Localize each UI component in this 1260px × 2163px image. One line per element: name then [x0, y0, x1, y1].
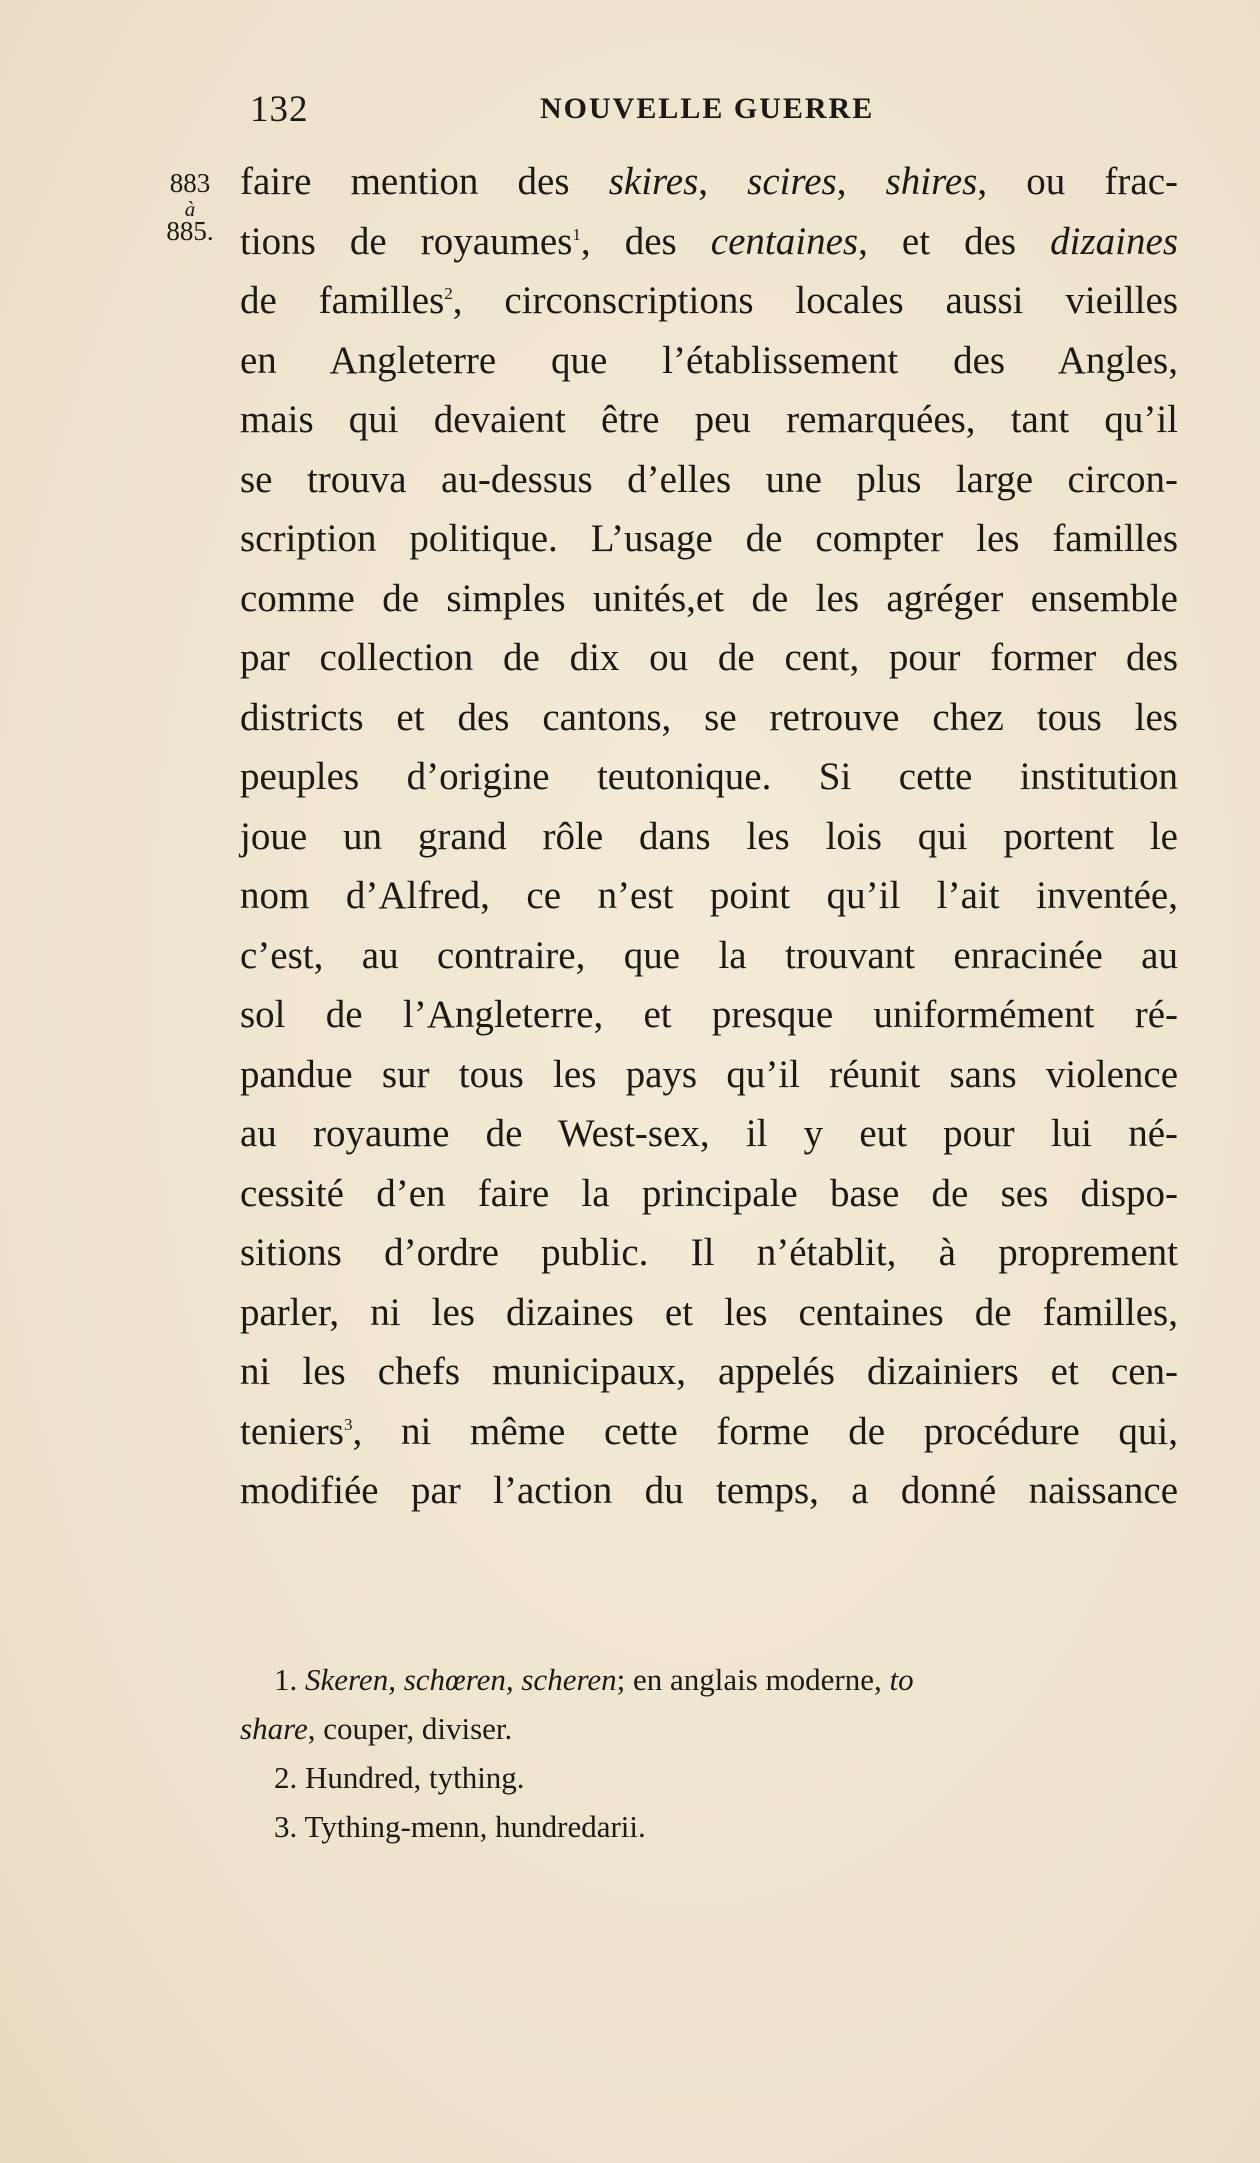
text-line: cessité d’en faire la principale base de ses dispo-: [240, 1171, 1178, 1215]
running-title: NOUVELLE GUERRE: [540, 92, 875, 125]
text-line: [240, 1402, 1178, 1462]
margin-date-end: 885.: [166, 216, 214, 246]
text-span: ,: [698, 160, 748, 203]
italic-term: Skeren, schœren, scheren: [305, 1662, 617, 1697]
text-span: Tything-menn, hundredarii.: [304, 1809, 646, 1844]
footnote-number: 2.: [274, 1760, 298, 1795]
text-span: , et des: [858, 219, 1051, 263]
text-line: en Angleterre que l’établissement des Angles,: [240, 338, 1178, 382]
italic-term: dizaines: [1050, 219, 1178, 263]
text-span: faire mention des: [240, 160, 609, 203]
text-span: , ou frac-: [977, 160, 1178, 203]
text-line: peuples d’origine teutonique. Si cette institution: [240, 755, 1178, 798]
footnotes: [240, 1655, 1178, 1851]
text-line: par collection de dix ou de cent, pour former des: [240, 636, 1178, 679]
text-line: [240, 271, 1178, 331]
footnote-ref: 3: [343, 1414, 353, 1434]
text-line: [240, 212, 1178, 272]
margin-date-separator: à: [184, 197, 196, 221]
text-line: modifiée par l’action du temps, a donné naissance: [240, 1469, 1178, 1512]
footnote-1: [240, 1655, 1178, 1704]
page-header: [240, 88, 1020, 128]
text-line: se trouva au-dessus d’elles une plus large circon-: [240, 457, 1178, 501]
text-line: c’est, au contraire, que la trouvant enracinée au: [240, 933, 1178, 977]
main-text: [240, 152, 1178, 1521]
text-line: comme de simples unités,et de les agréger ensemble: [240, 576, 1178, 620]
italic-term: skires: [608, 160, 699, 203]
text-span: , des: [580, 219, 711, 263]
text-line: sitions d’ordre public. Il n’établit, à proprement: [240, 1231, 1178, 1274]
text-span: ,: [836, 160, 886, 203]
text-line: [240, 152, 1178, 212]
italic-term: to: [889, 1662, 914, 1697]
text-line: districts et des cantons, se retrouve chez tous les: [240, 695, 1178, 739]
footnote-ref: 1: [572, 224, 581, 244]
footnote-number: 3.: [274, 1809, 298, 1844]
text-span: , couper, diviser.: [307, 1711, 513, 1746]
footnote-2: [240, 1753, 1178, 1802]
text-line: au royaume de West-sex, il y eut pour lui né-: [240, 1112, 1178, 1155]
text-span: tions de royaumes: [240, 219, 573, 263]
margin-date-note: [155, 170, 225, 245]
footnote-3: [240, 1802, 1178, 1851]
page-number: 132: [250, 89, 309, 130]
text-line: ni les chefs municipaux, appelés dizainiers et cen-: [240, 1350, 1178, 1393]
footnote-ref: 2: [444, 284, 453, 303]
text-line: mais qui devaient être peu remarquées, tant qu’il: [240, 398, 1178, 441]
italic-term: scires: [747, 160, 837, 203]
text-span: , ni même cette forme de procédure qui,: [352, 1409, 1178, 1453]
footnote-1-continued: [240, 1704, 1178, 1753]
text-line: parler, ni les dizaines et les centaines de familles,: [240, 1290, 1178, 1334]
text-line: nom d’Alfred, ce n’est point qu’il l’ait inventée,: [240, 874, 1178, 917]
text-span: Hundred, tything.: [305, 1760, 525, 1795]
text-line: pandue sur tous les pays qu’il réunit sans violence: [240, 1052, 1178, 1096]
text-span: ; en anglais moderne,: [616, 1662, 890, 1697]
italic-term: share: [240, 1711, 308, 1746]
text-span: teniers: [240, 1409, 344, 1453]
text-span: de familles: [240, 279, 445, 322]
text-line: sol de l’Angleterre, et presque uniformément ré-: [240, 993, 1178, 1036]
text-line: scription politique. L’usage de compter les familles: [240, 517, 1178, 560]
text-line: joue un grand rôle dans les lois qui portent le: [240, 814, 1178, 858]
italic-term: centaines: [710, 219, 859, 263]
italic-term: shires: [885, 160, 978, 203]
margin-date-start: 883: [169, 168, 211, 198]
text-span: , circonscriptions locales aussi vieilles: [452, 279, 1178, 322]
footnote-number: 1.: [274, 1662, 298, 1697]
